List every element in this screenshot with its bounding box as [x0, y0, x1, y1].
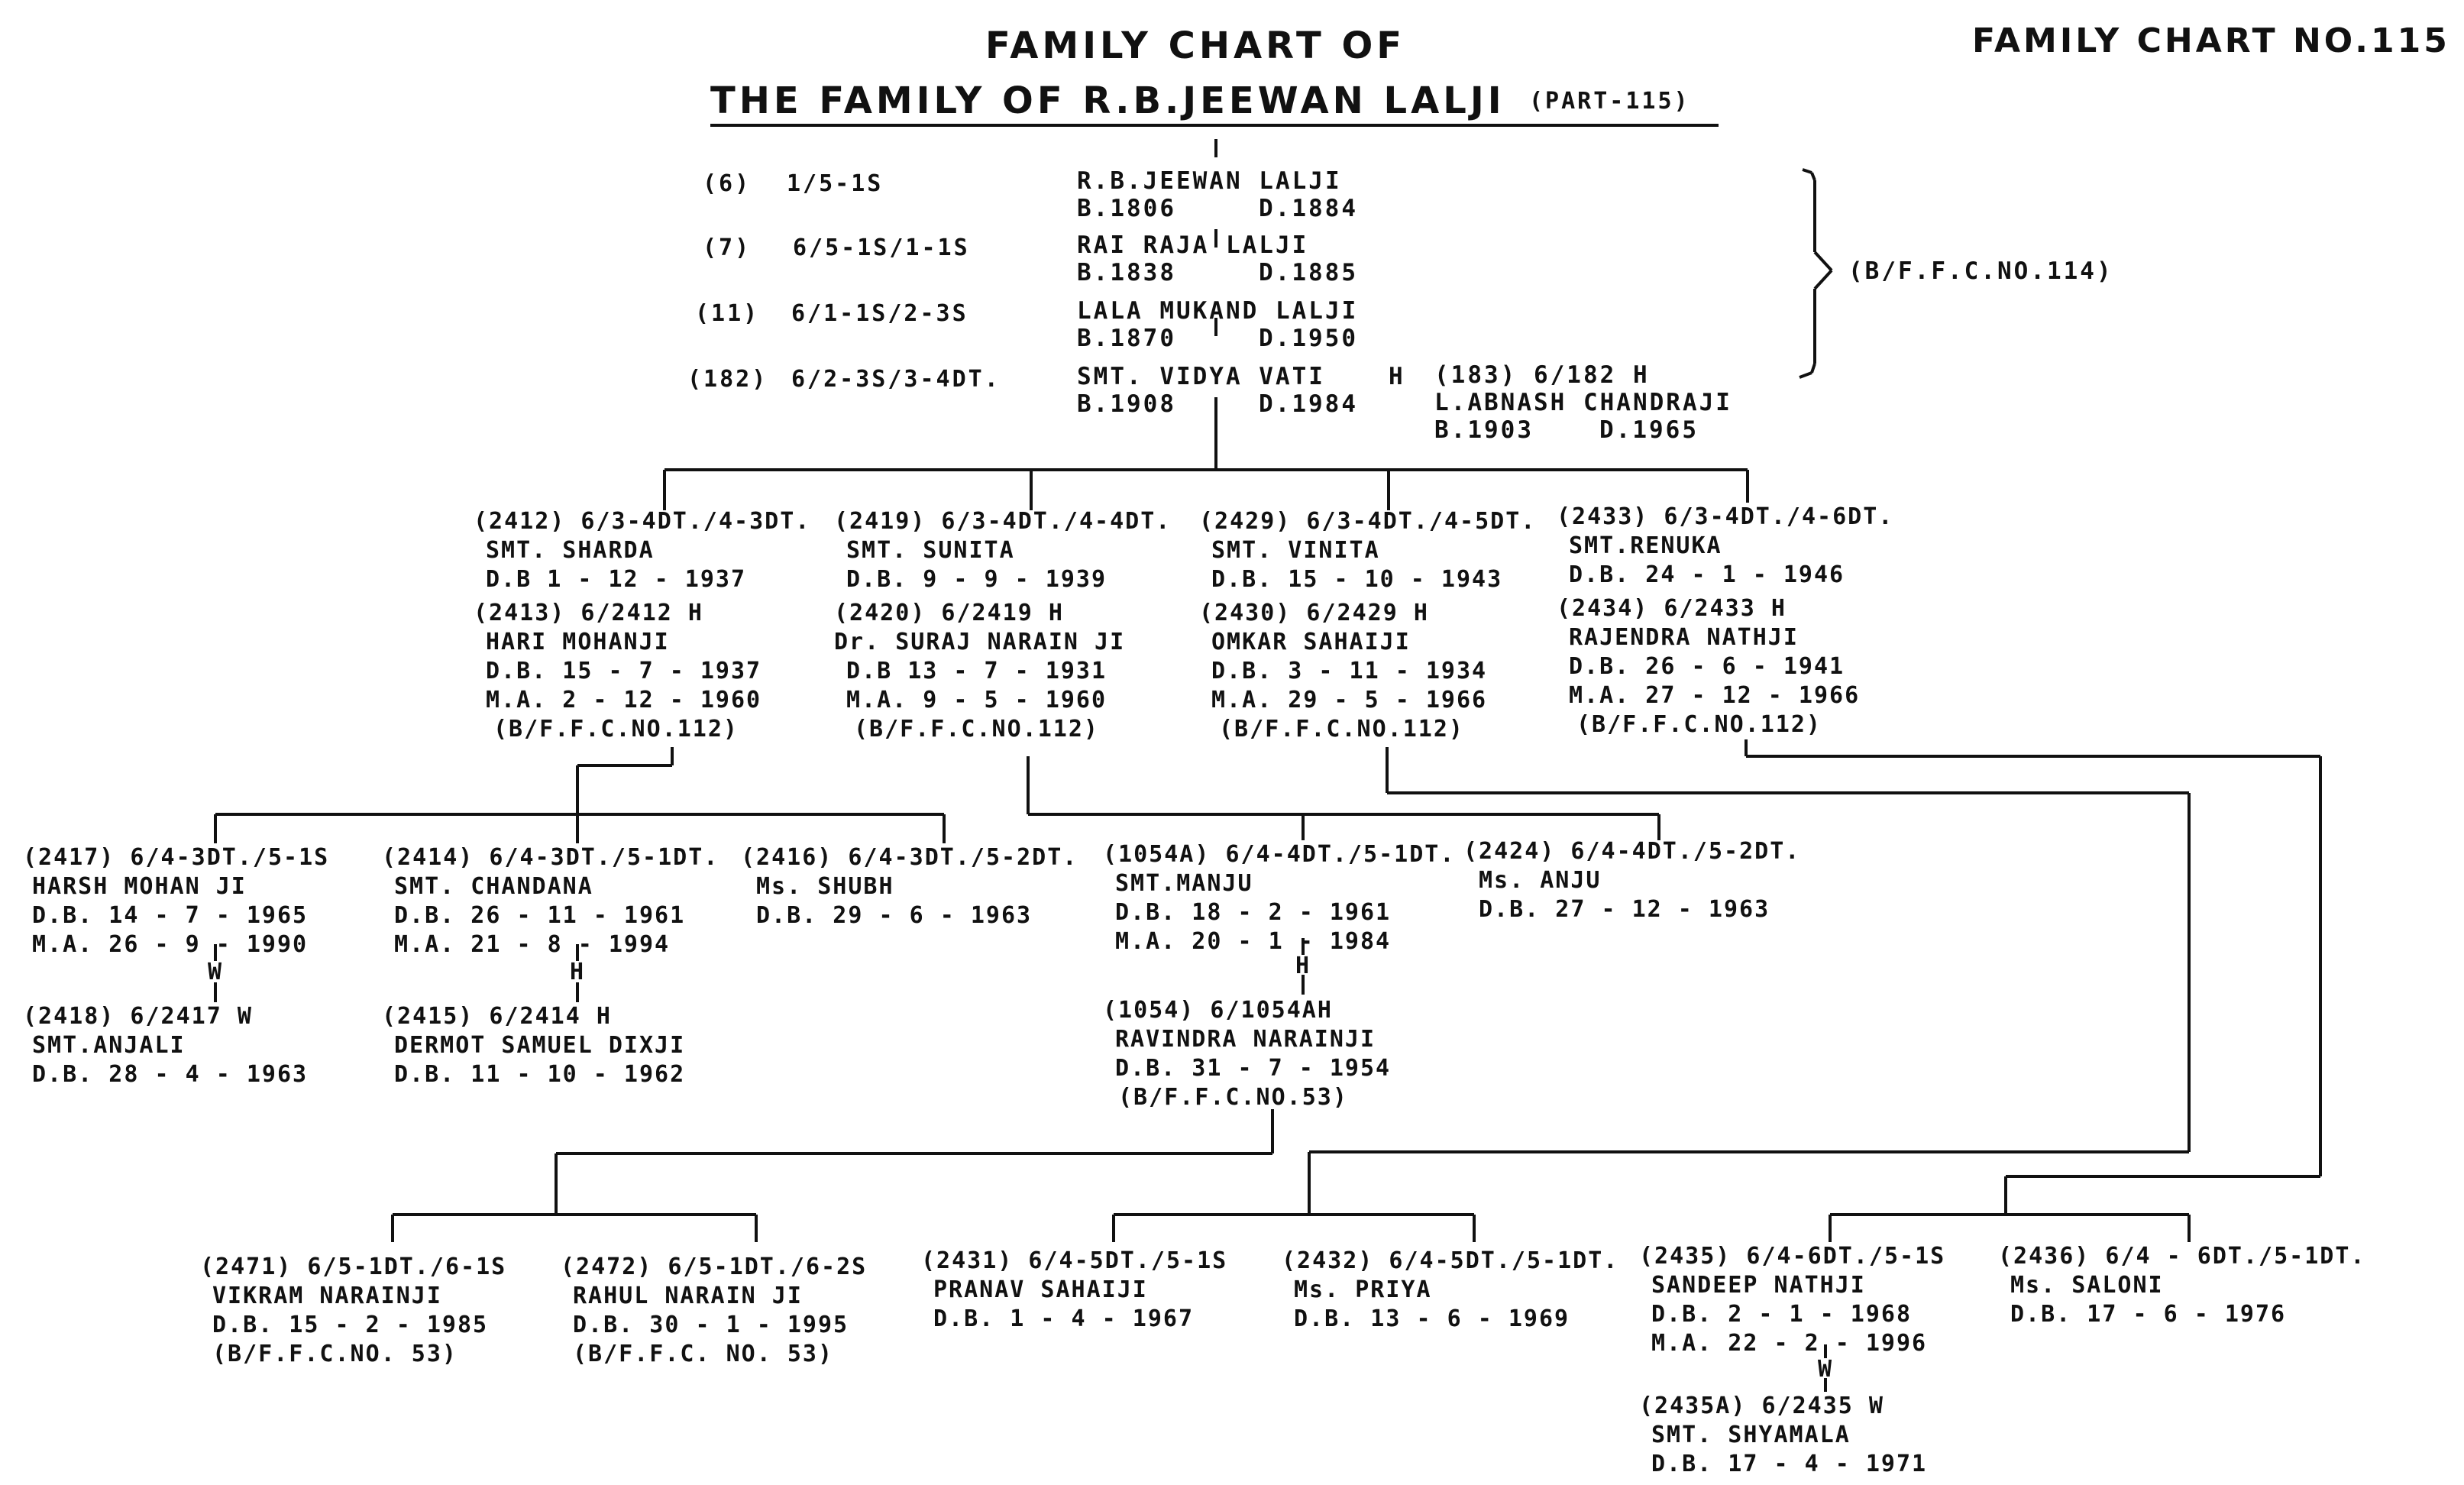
spouse-head: (2434) 6/2433 H [1557, 595, 1787, 622]
spouse-dob: D.B. 26 - 6 - 1941 [1569, 653, 1845, 680]
lineage-died: D.1885 [1259, 259, 1358, 286]
person-head: (2429) 6/3-4DT./4-5DT. [1199, 508, 1537, 535]
person-head: (2417) 6/4-3DT./5-1S [23, 844, 330, 871]
person-name: SMT. SHYAMALA [1651, 1422, 1851, 1448]
person-head: (2415) 6/2414 H [382, 1003, 612, 1030]
spouse-name: Dr. SURAJ NARAIN JI [834, 629, 1126, 655]
marriage-date: M.A. 29 - 5 - 1966 [1211, 687, 1488, 713]
spouse-name: L.ABNASH CHANDRAJI [1434, 389, 1732, 416]
person-name: SMT. SUNITA [846, 537, 1015, 564]
lineage-ref: (182) [687, 366, 768, 393]
person-name: SMT.MANJU [1115, 870, 1253, 897]
wife-marker: W [208, 959, 225, 985]
person-block [1463, 837, 1800, 924]
person-block [1998, 1242, 2365, 1329]
person-block [382, 843, 719, 959]
lineage-died: D.1950 [1259, 325, 1358, 352]
brace [1815, 270, 1832, 289]
person-name: Ms. SALONI [2010, 1272, 2164, 1299]
brace [1815, 252, 1832, 270]
husband-marker: H [1389, 363, 1405, 390]
person-dob: D.B. 2 - 1 - 1968 [1651, 1301, 1913, 1328]
person-name: HARSH MOHAN JI [32, 873, 247, 900]
person-head: (1054) 6/1054AH [1103, 997, 1333, 1024]
spouse-head: (2413) 6/2412 H [474, 600, 703, 626]
person-dob: D.B. 18 - 2 - 1961 [1115, 899, 1392, 926]
person-head: (2416) 6/4-3DT./5-2DT. [741, 844, 1078, 871]
marriage-date: M.A. 21 - 8 - 1994 [394, 931, 671, 958]
person-block [834, 507, 1171, 744]
person-name: Ms. ANJU [1479, 867, 1602, 894]
person-block [561, 1253, 867, 1369]
brace [1812, 173, 1815, 180]
person-block [1282, 1247, 1618, 1334]
person-block [1639, 1242, 1945, 1358]
marriage-date: M.A. 26 - 9 - 1990 [32, 931, 309, 958]
person-block [921, 1247, 1227, 1334]
person-name: SMT.RENUKA [1569, 532, 1722, 559]
person-head: (2436) 6/4 - 6DT./5-1DT. [1998, 1243, 2366, 1270]
person-name: SMT. SHARDA [486, 537, 655, 564]
person-block [1639, 1392, 1927, 1479]
lineage-ref: (11) [695, 300, 760, 327]
person-block [23, 843, 329, 959]
person-head: (2435) 6/4-6DT./5-1S [1639, 1243, 1946, 1270]
person-name: SANDEEP NATHJI [1651, 1272, 1866, 1299]
bracket-reference: (B/F.F.C.NO.114) [1848, 257, 2113, 285]
part-label: (PART-115) [1529, 88, 1690, 115]
person-dob: D.B 1 - 12 - 1937 [486, 566, 747, 593]
person-name: RAHUL NARAIN JI [573, 1283, 803, 1309]
person-name: SMT. VINITA [1211, 537, 1380, 564]
person-block [741, 843, 1078, 930]
chart-reference: (B/F.F.C.NO.112) [1219, 716, 1464, 742]
person-dob: D.B. 15 - 10 - 1943 [1211, 566, 1503, 593]
person-dob: D.B. 30 - 1 - 1995 [573, 1312, 849, 1338]
lineage-name: LALA MUKAND LALJI [1077, 297, 1359, 325]
person-name: SMT. CHANDANA [394, 873, 593, 900]
person-head: (2431) 6/4-5DT./5-1S [921, 1247, 1228, 1274]
spouse-name: HARI MOHANJI [486, 629, 670, 655]
lineage-born: B.1838 [1077, 259, 1176, 286]
person-dob: D.B. 14 - 7 - 1965 [32, 902, 309, 929]
marriage-date: M.A. 20 - 1 - 1984 [1115, 928, 1392, 955]
person-head: (2433) 6/3-4DT./4-6DT. [1557, 503, 1894, 530]
person-head: (2419) 6/3-4DT./4-4DT. [834, 508, 1172, 535]
lineage-ref: (6) [703, 170, 752, 197]
person-name: SMT.ANJALI [32, 1032, 186, 1059]
chart-number: FAMILY CHART NO.115 [1972, 21, 2450, 60]
person-name: Ms. SHUBH [756, 873, 894, 900]
spouse-name: OMKAR SAHAIJI [1211, 629, 1411, 655]
lineage-ref: (7) [703, 235, 752, 261]
spouse-head: (2430) 6/2429 H [1199, 600, 1429, 626]
person-block [23, 1002, 308, 1089]
person-dob: D.B. 28 - 4 - 1963 [32, 1061, 309, 1088]
person-dob: D.B. 1 - 4 - 1967 [933, 1305, 1195, 1332]
person-name: Ms. PRIYA [1294, 1276, 1432, 1303]
spouse-dob: D.B. 15 - 7 - 1937 [486, 658, 762, 684]
person-dob: D.B. 13 - 6 - 1969 [1294, 1305, 1570, 1332]
wife-marker: W [1818, 1356, 1835, 1383]
lineage-born: B.1806 [1077, 195, 1176, 222]
person-block [1557, 503, 1893, 739]
chart-reference: (B/F.F.C. NO. 53) [573, 1341, 834, 1367]
person-name: VIKRAM NARAINJI [212, 1283, 442, 1309]
person-name: RAVINDRA NARAINJI [1115, 1026, 1376, 1053]
person-dob: D.B. 29 - 6 - 1963 [756, 902, 1033, 929]
person-dob: D.B. 27 - 12 - 1963 [1479, 896, 1770, 923]
person-head: (2414) 6/4-3DT./5-1DT. [382, 844, 719, 871]
brace [1799, 373, 1812, 377]
person-head: (2424) 6/4-4DT./5-2DT. [1463, 838, 1801, 865]
person-head: (2472) 6/5-1DT./6-2S [561, 1254, 868, 1280]
lineage-died: D.1884 [1259, 195, 1358, 222]
chart-reference: (B/F.F.C.NO.112) [493, 716, 739, 742]
lineage-code: 6/2-3S/3-4DT. [791, 366, 1001, 393]
brace [1803, 170, 1812, 173]
person-dob: D.B. 9 - 9 - 1939 [846, 566, 1108, 593]
lineage-born: B.1870 [1077, 325, 1176, 352]
husband-marker: H [1295, 953, 1312, 979]
spouse-dob: D.B. 3 - 11 - 1934 [1211, 658, 1488, 684]
chart-reference: (B/F.F.C.NO.112) [854, 716, 1099, 742]
spouse-dob: D.B 13 - 7 - 1931 [846, 658, 1108, 684]
person-block [200, 1253, 506, 1369]
lineage-name: RAI RAJA LALJI [1077, 231, 1309, 259]
chart-reference: (B/F.F.C.NO.112) [1576, 711, 1822, 738]
person-dob: D.B. 24 - 1 - 1946 [1569, 561, 1845, 588]
marriage-date: M.A. 27 - 12 - 1966 [1569, 682, 1861, 709]
lineage-name: R.B.JEEWAN LALJI [1077, 167, 1342, 195]
chart-subtitle: THE FAMILY OF R.B.JEEWAN LALJI [710, 79, 1505, 122]
person-head: (2418) 6/2417 W [23, 1003, 253, 1030]
person-dob: D.B. 31 - 7 - 1954 [1115, 1055, 1392, 1082]
person-head: (1054A) 6/4-4DT./5-1DT. [1103, 841, 1456, 868]
person-head: (2471) 6/5-1DT./6-1S [200, 1254, 507, 1280]
person-dob: D.B. 11 - 10 - 1962 [394, 1061, 686, 1088]
person-block [1103, 840, 1455, 956]
chart-reference: (B/F.F.C.NO. 53) [212, 1341, 458, 1367]
lineage-code: 6/5-1S/1-1S [793, 235, 970, 261]
person-head: (2435A) 6/2435 W [1639, 1393, 1884, 1419]
spouse-ref: (183) 6/182 H [1434, 361, 1650, 389]
person-dob: D.B. 17 - 6 - 1976 [2010, 1301, 2287, 1328]
person-block [382, 1002, 685, 1089]
spouse-head: (2420) 6/2419 H [834, 600, 1064, 626]
chart-reference: (B/F.F.C.NO.53) [1118, 1084, 1348, 1111]
marriage-date: M.A. 22 - 2 - 1996 [1651, 1330, 1928, 1357]
lineage-name: SMT. VIDYA VATI [1077, 363, 1325, 390]
person-dob: D.B. 15 - 2 - 1985 [212, 1312, 489, 1338]
marriage-date: M.A. 9 - 5 - 1960 [846, 687, 1108, 713]
person-head: (2412) 6/3-4DT./4-3DT. [474, 508, 811, 535]
brace [1812, 364, 1815, 373]
spouse-born: B.1903 [1434, 416, 1534, 444]
person-dob: D.B. 26 - 11 - 1961 [394, 902, 686, 929]
lineage-died: D.1984 [1259, 390, 1358, 418]
lineage-born: B.1908 [1077, 390, 1176, 418]
person-block [1103, 996, 1391, 1112]
person-head: (2432) 6/4-5DT./5-1DT. [1282, 1247, 1619, 1274]
marriage-date: M.A. 2 - 12 - 1960 [486, 687, 762, 713]
chart-title: FAMILY CHART OF [985, 24, 1406, 67]
lineage-code: 1/5-1S [787, 170, 884, 197]
spouse-name: RAJENDRA NATHJI [1569, 624, 1799, 651]
spouse-died: D.1965 [1599, 416, 1699, 444]
person-name: PRANAV SAHAIJI [933, 1276, 1148, 1303]
person-name: DERMOT SAMUEL DIXJI [394, 1032, 686, 1059]
husband-marker: H [570, 959, 587, 985]
person-block [1199, 507, 1536, 744]
person-dob: D.B. 17 - 4 - 1971 [1651, 1451, 1928, 1477]
lineage-code: 6/1-1S/2-3S [791, 300, 968, 327]
person-block [474, 507, 810, 744]
